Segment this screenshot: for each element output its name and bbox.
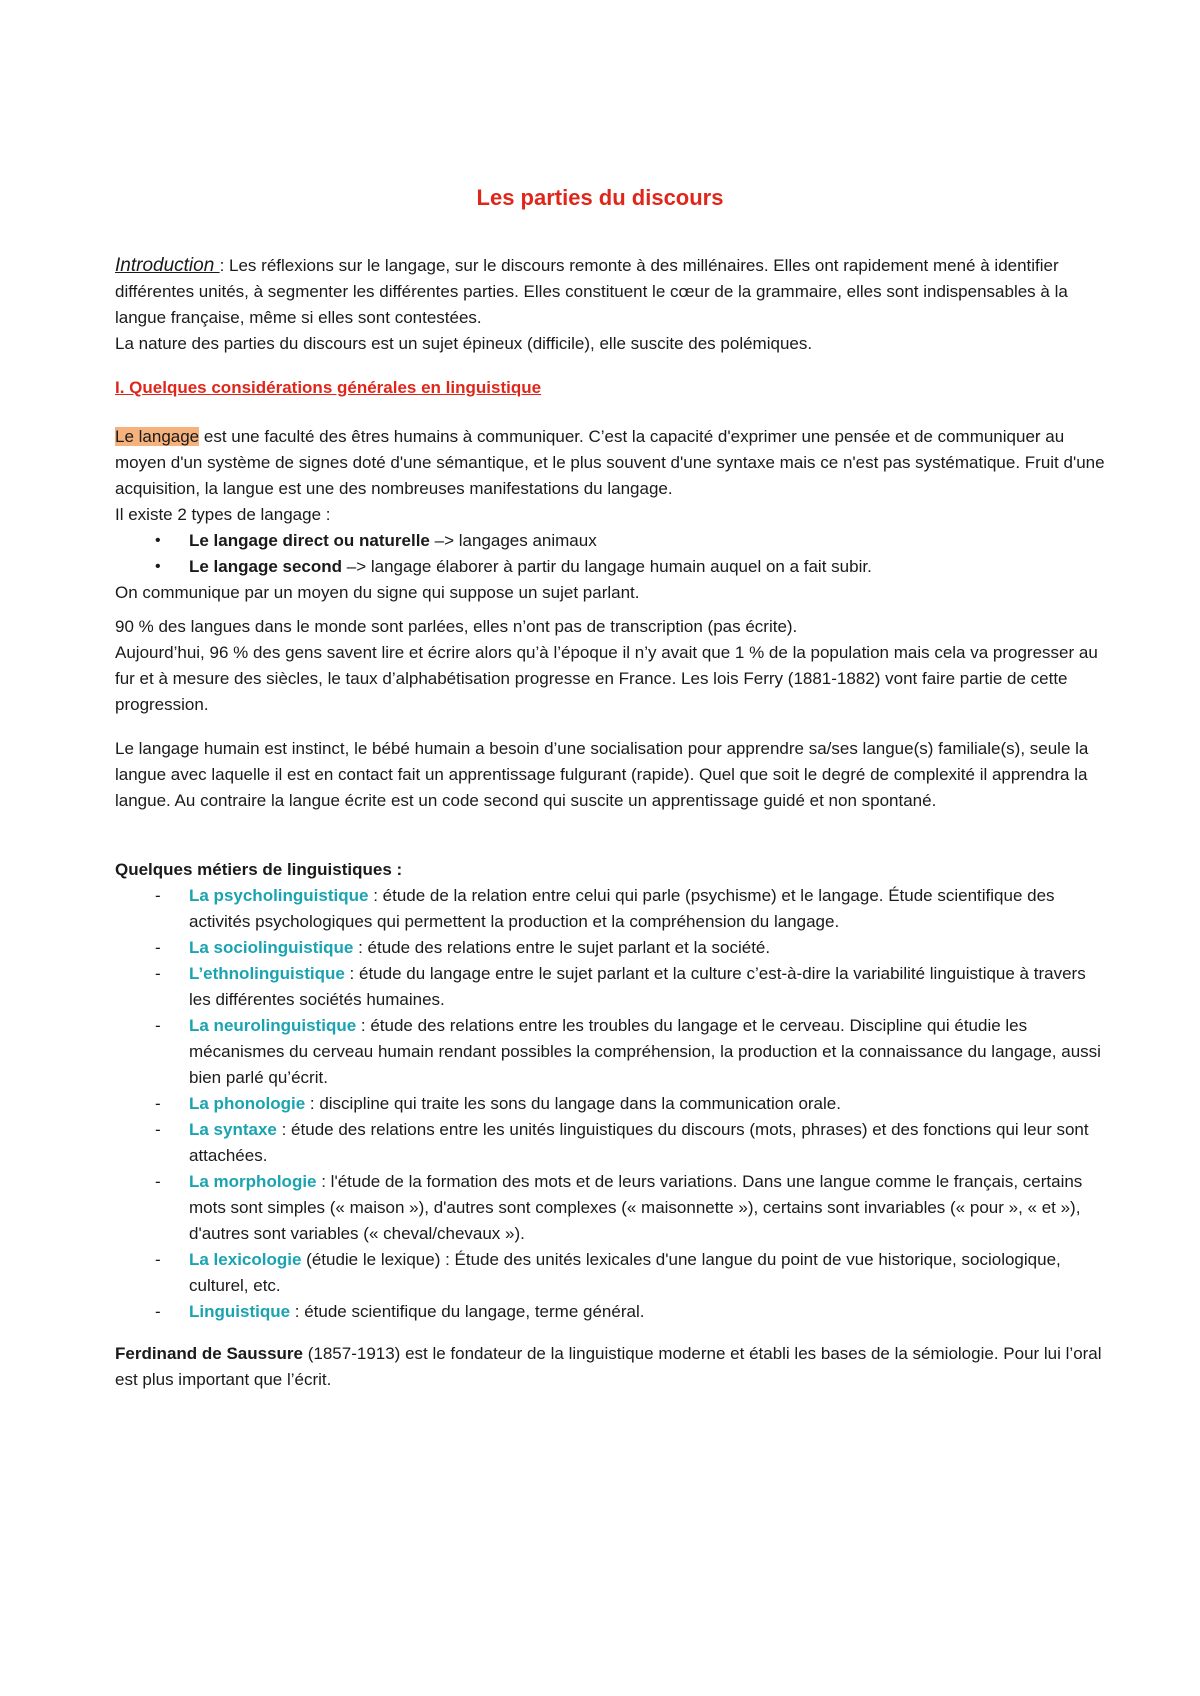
intro-text: : Les réflexions sur le langage, sur le discours remonte à des millénaires. Elles ont rapidement mené à identifier différentes unités, à segmenter les différentes parties. Elles constituent le cœur de la grammaire, elles sont indispensables à la langue française, même si elles sont contestées. — [115, 256, 1068, 327]
saussure-paragraph: Ferdinand de Saussure (1857-1913) est le fondateur de la linguistique moderne et établi les bases de la sémiologie. Pour lui l’oral est plus important que l’écrit. — [115, 1344, 1102, 1389]
stats-paragraph-1: 90 % des langues dans le monde sont parlées, elles n’ont pas de transcription (pas écrite). — [115, 617, 798, 636]
statistics-block — [115, 614, 1105, 718]
saussure-block — [115, 1341, 1105, 1393]
introduction-block — [115, 253, 1105, 357]
stats-paragraph-2: Aujourd’hui, 96 % des gens savent lire et écrire alors qu’à l’époque il n’y avait que 1 % de la population mais cela va progresser au fur et à mesure des siècles, le taux d’alphabétisation progresse en France. Les lois Ferry (1881-1882) vont faire partie de cette progression. — [115, 643, 1098, 714]
list-item: • Le langage second –> langage élaborer à partir du langage humain auquel on a fait subir. — [115, 554, 1105, 580]
types-intro: Il existe 2 types de langage : — [115, 505, 331, 524]
list-item: - La phonologie : discipline qui traite les sons du langage dans la communication orale. — [115, 1091, 1105, 1117]
langage-types-list — [115, 528, 1105, 580]
page-title: Les parties du discours — [476, 185, 724, 210]
list-item: - La psycholinguistique : étude de la relation entre celui qui parle (psychisme) et le langage. Étude scientifique des activités psychologiques qui permettent la production et la compréhension du langage. — [115, 883, 1105, 935]
list-item: - L’ethnolinguistique : étude du langage entre le sujet parlant et la culture c’est-à-dire la variabilité linguistique à travers les différentes sociétés humaines. — [115, 961, 1105, 1013]
highlighted-term: Le langage — [115, 427, 200, 446]
metiers-list — [115, 883, 1105, 1325]
intro-label: Introduction — [115, 255, 220, 276]
list-item: - La lexicologie (étudie le lexique) : Étude des unités lexicales d'une langue du point de vue historique, sociologique, culturel, etc. — [115, 1247, 1105, 1299]
metiers-block — [115, 857, 1105, 1325]
acquisition-paragraph: Le langage humain est instinct, le bébé humain a besoin d’une socialisation pour apprendre sa/ses langue(s) familiale(s), seule la langue avec laquelle il est en contact fait un apprentissage fulgurant (rapide). Quel que soit le degré de complexité il apprendra la langue. Au contraire la langue écrite est un code second qui suscite un apprentissage guidé et non spontané. — [115, 739, 1089, 810]
langage-paragraph: Le langage est une faculté des êtres humains à communiquer. C’est la capacité d'exprimer une pensée et de communiquer au moyen d'un système de signes doté d'une sémantique, et le plus souvent d'une syntaxe mais ce n'est pas systématique. Fruit d'une acquisition, la langue est une des nombreuses manifestations du langage. — [115, 427, 1105, 498]
list-item: - La morphologie : l'étude de la formation des mots et de leurs variations. Dans une langue comme le français, certains mots sont simples (« maison »), d'autres sont complexes (« maisonnette »), certains sont invariables (« pour », « et »), d'autres sont variables (« cheval/chevaux »). — [115, 1169, 1105, 1247]
list-item: - La neurolinguistique : étude des relations entre les troubles du langage et le cerveau. Discipline qui étudie les mécanismes du cerveau humain rendant possibles la compréhension, la production et la connaissance du langage, aussi bien parlé qu’écrit. — [115, 1013, 1105, 1091]
section-heading: I. Quelques considérations générales en linguistique — [115, 378, 542, 397]
list-item: - La syntaxe : étude des relations entre les unités linguistiques du discours (mots, phrases) et des fonctions qui leur sont attachées. — [115, 1117, 1105, 1169]
acquisition-block — [115, 736, 1105, 814]
intro-paragraph — [115, 253, 1105, 331]
section-1-heading-block — [115, 375, 1105, 401]
list-item: • Le langage direct ou naturelle –> langages animaux — [115, 528, 1105, 554]
section-1-body — [115, 424, 1105, 606]
list-item: - La sociolinguistique : étude des relations entre le sujet parlant et la société. — [115, 935, 1105, 961]
list-item: - Linguistique : étude scientifique du langage, terme général. — [115, 1299, 1105, 1325]
metiers-heading: Quelques métiers de linguistiques : — [115, 860, 403, 879]
sign-line: On communique par un moyen du signe qui suppose un sujet parlant. — [115, 583, 640, 602]
intro-text-2: La nature des parties du discours est un sujet épineux (difficile), elle suscite des polémiques. — [115, 334, 813, 353]
